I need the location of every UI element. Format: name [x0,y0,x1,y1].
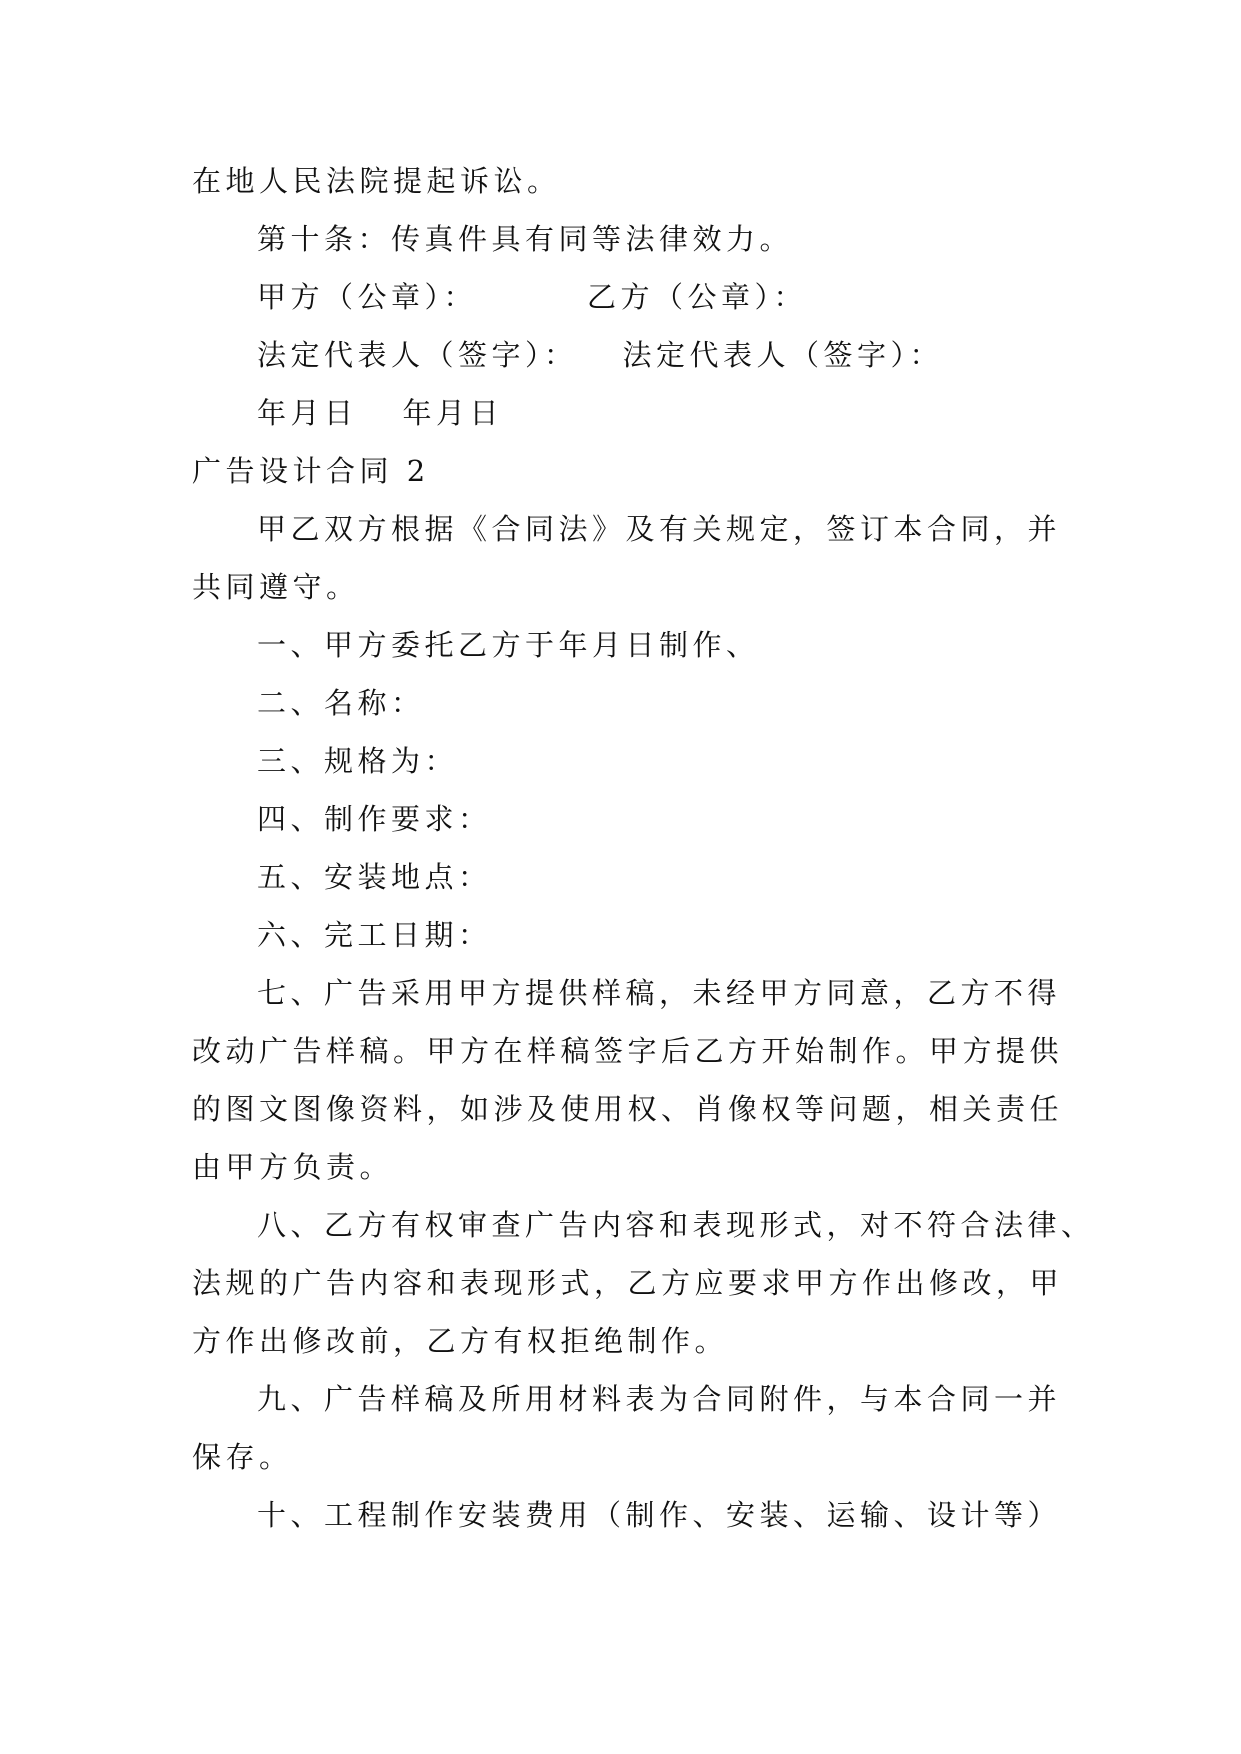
line-text: 六、完工日期： [257,918,492,952]
text-line [192,210,1052,268]
text-line [192,1254,1064,1312]
text-line [192,790,1052,848]
text-line [192,964,1062,1022]
line-text: 甲方（公章）： [257,280,478,314]
text-line [192,1138,1052,1196]
line-text: 在地人民法院提起诉讼。 [192,164,561,198]
line-text: 五、安装地点： [257,860,492,894]
line-text: 八、乙方有权审查广告内容和表现形式，对不符合法律、 [257,1208,1095,1242]
text-line [192,1428,1052,1486]
line-text: 的图文图像资料，如涉及使用权、肖像权等问题，相关责任 [192,1092,1064,1126]
line-text: 三、规格为： [257,744,459,778]
line-text: 由甲方负责。 [192,1150,394,1184]
document-body [192,152,1095,1544]
line-text: 法定代表人（签字）： [257,338,578,372]
line-text-secondary: 乙方（公章）： [587,280,808,314]
text-line [192,384,1052,442]
text-line [192,1486,1062,1544]
text-line [192,152,1052,210]
text-line [192,1196,1095,1254]
text-line [192,616,1052,674]
text-line [192,1080,1064,1138]
line-text: 保存。 [192,1440,293,1474]
text-line [192,1370,1062,1428]
text-line [192,732,1052,790]
line-text-secondary: 年月日 [402,396,504,430]
line-text: 七、广告采用甲方提供样稿，未经甲方同意，乙方不得 [257,976,1062,1010]
line-text: 二、名称： [257,686,425,720]
text-line [192,326,1052,384]
line-text: 共同遵守。 [192,570,360,604]
text-line [192,268,1052,326]
line-text: 第十条：传真件具有同等法律效力。 [257,222,794,256]
line-text: 九、广告样稿及所用材料表为合同附件，与本合同一并 [257,1382,1062,1416]
text-line [192,674,1052,732]
line-text: 十、工程制作安装费用（制作、安装、运输、设计等） [257,1498,1062,1532]
text-line [192,442,1052,500]
line-text: 一、甲方委托乙方于年月日制作、 [257,628,760,662]
line-text-secondary: 法定代表人（签字）： [622,338,944,372]
line-text: 法规的广告内容和表现形式，乙方应要求甲方作出修改，甲 [192,1266,1064,1300]
text-line [192,848,1052,906]
line-text: 改动广告样稿。甲方在样稿签字后乙方开始制作。甲方提供 [192,1034,1064,1068]
text-line [192,500,1062,558]
line-text: 方作出修改前，乙方有权拒绝制作。 [192,1324,729,1358]
text-line [192,1022,1064,1080]
text-line [192,1312,1052,1370]
line-text: 广告设计合同 2 [192,454,430,488]
text-line [192,558,1052,616]
text-line [192,906,1052,964]
line-text: 四、制作要求： [257,802,492,836]
line-text: 年月日 [257,396,358,430]
line-text: 甲乙双方根据《合同法》及有关规定，签订本合同，并 [257,512,1062,546]
